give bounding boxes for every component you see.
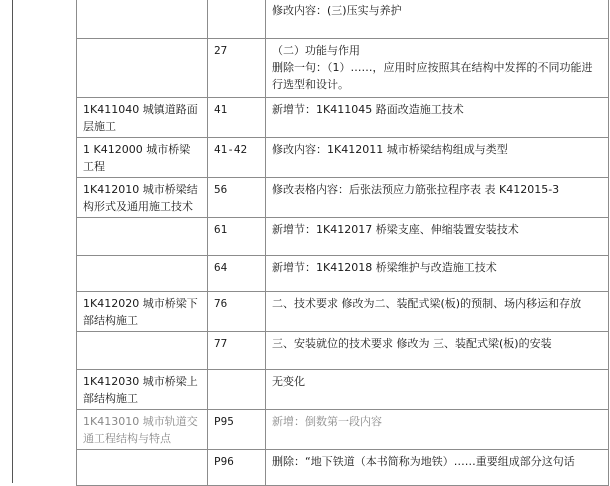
page-cell bbox=[208, 0, 266, 39]
page-cell: 61 bbox=[208, 218, 266, 256]
content-line: 修改表格内容：后张法预应力筋张拉程序表 表 K412015-3 bbox=[272, 183, 560, 196]
table-row bbox=[77, 98, 609, 138]
content-line: （二）功能与作用 bbox=[272, 44, 360, 57]
chapter-cell: 1K412010 城市桥梁结构形式及通用施工技术 bbox=[77, 178, 208, 218]
content-line: 删除一句：（1）……，应用时应按照其在结构中发挥的不同功能进行选型和设计。 bbox=[272, 61, 593, 91]
chapter-cell bbox=[77, 332, 208, 370]
content-cell bbox=[266, 370, 609, 410]
page-left-border bbox=[12, 0, 13, 483]
table-row bbox=[77, 178, 609, 218]
page-cell: 56 bbox=[208, 178, 266, 218]
chapter-cell: 1K411040 城镇道路面层施工 bbox=[77, 98, 208, 138]
table-row bbox=[77, 410, 609, 450]
page-cell: 41 bbox=[208, 98, 266, 138]
page-cell: 41-42 bbox=[208, 138, 266, 178]
table-row bbox=[77, 332, 609, 370]
chapter-cell: 1K412030 城市桥梁上部结构施工 bbox=[77, 370, 208, 410]
table-row bbox=[77, 370, 609, 410]
table-row bbox=[77, 292, 609, 332]
table-row bbox=[77, 450, 609, 486]
content-line: 新增：倒数第一段内容 bbox=[272, 415, 382, 428]
content-cell bbox=[266, 218, 609, 256]
content-cell bbox=[266, 39, 609, 98]
content-cell bbox=[266, 138, 609, 178]
content-cell bbox=[266, 450, 609, 486]
content-cell bbox=[266, 292, 609, 332]
content-line: 三、安装就位的技术要求 修改为 三、装配式梁(板)的安装 bbox=[272, 337, 552, 350]
content-cell bbox=[266, 256, 609, 292]
page-cell: P96 bbox=[208, 450, 266, 486]
content-line: 删除：“地下铁道（本书简称为地铁）……重要组成部分这句话 bbox=[272, 455, 575, 468]
chapter-cell bbox=[77, 450, 208, 486]
chapter-cell: 1K413010 城市轨道交通工程结构与特点 bbox=[77, 410, 208, 450]
table-row bbox=[77, 218, 609, 256]
change-table-body bbox=[77, 0, 609, 486]
content-line: 新增节：1K412018 桥梁维护与改造施工技术 bbox=[272, 261, 497, 274]
content-line: 二、技术要求 修改为二、装配式梁(板)的预制、场内移运和存放 bbox=[272, 297, 582, 310]
page-cell: 64 bbox=[208, 256, 266, 292]
content-line: 新增节：1K411045 路面改造施工技术 bbox=[272, 103, 464, 116]
page-cell: 77 bbox=[208, 332, 266, 370]
content-cell bbox=[266, 410, 609, 450]
content-line: 修改内容：1K412011 城市桥梁结构组成与类型 bbox=[272, 143, 508, 156]
table-row bbox=[77, 0, 609, 39]
chapter-cell: 1K412020 城市桥梁下部结构施工 bbox=[77, 292, 208, 332]
change-table bbox=[76, 0, 609, 486]
chapter-cell bbox=[77, 0, 208, 39]
table-row bbox=[77, 256, 609, 292]
content-line: 新增节：1K412017 桥梁支座、伸缩装置安装技术 bbox=[272, 223, 519, 236]
chapter-cell bbox=[77, 256, 208, 292]
chapter-cell: 1 K412000 城市桥梁工程 bbox=[77, 138, 208, 178]
chapter-cell bbox=[77, 218, 208, 256]
page-cell: 27 bbox=[208, 39, 266, 98]
page-cell: 76 bbox=[208, 292, 266, 332]
content-cell bbox=[266, 98, 609, 138]
content-cell bbox=[266, 332, 609, 370]
content-cell bbox=[266, 178, 609, 218]
table-row bbox=[77, 39, 609, 98]
page-cell bbox=[208, 370, 266, 410]
content-line: 无变化 bbox=[272, 375, 305, 388]
page-cell: P95 bbox=[208, 410, 266, 450]
content-cell bbox=[266, 0, 609, 39]
table-row bbox=[77, 138, 609, 178]
content-line: 修改内容：(三)压实与养护 bbox=[272, 4, 402, 17]
chapter-cell bbox=[77, 39, 208, 98]
